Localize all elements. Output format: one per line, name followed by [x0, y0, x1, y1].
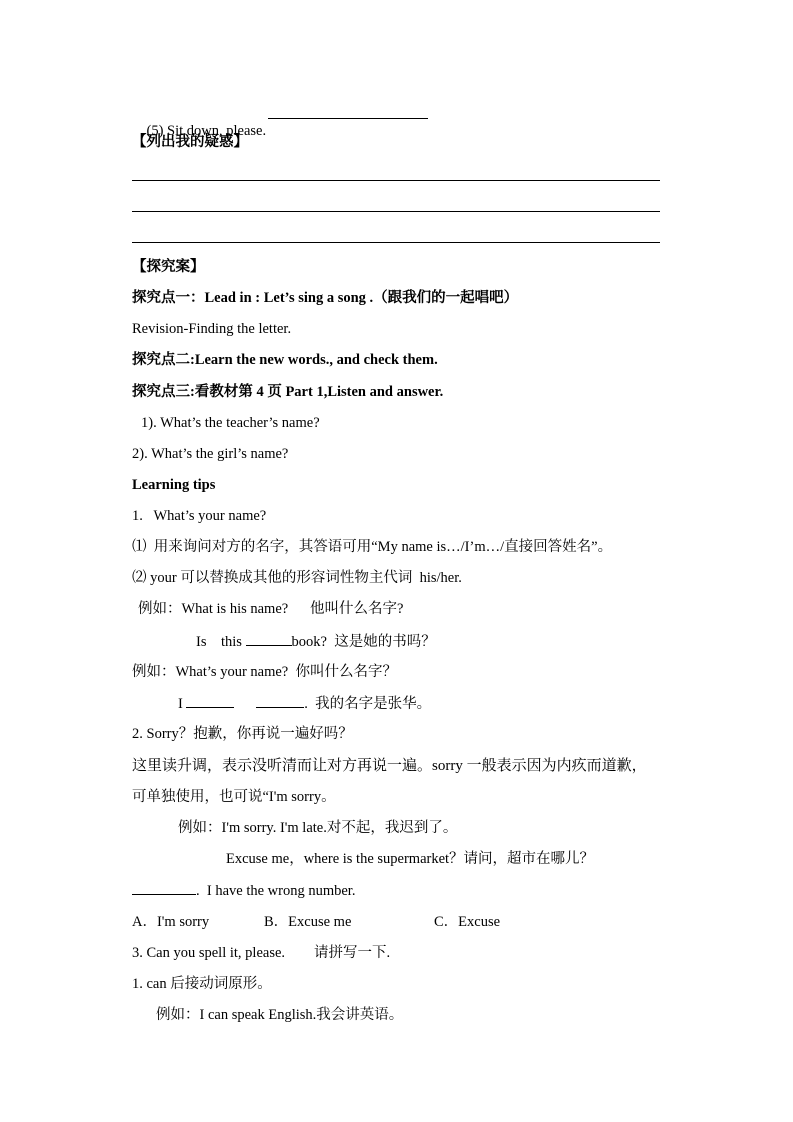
- question-2: 2). What’s the girl’s name?: [132, 446, 289, 462]
- doubts-heading: 【列出我的疑惑】: [132, 134, 248, 150]
- revision-line: Revision-Finding the letter.: [132, 321, 292, 337]
- question-1: 1). What’s the teacher’s name?: [141, 415, 320, 431]
- explore-point-2: 探究点二:Learn the new words., and check them.: [132, 352, 438, 368]
- exercise-fill-text: . I have the wrong number.: [196, 883, 356, 899]
- doubts-rule-3: [132, 242, 660, 243]
- example-your-name: 例如：What’s your name? 你叫什么名字？: [132, 664, 397, 680]
- fill-blank: [186, 693, 234, 708]
- example-i-end-text: . 我的名字是张华。: [304, 696, 432, 712]
- option-c: C．Excuse: [434, 914, 501, 930]
- example-is-this-line: [196, 631, 436, 652]
- learning-tips-heading: Learning tips: [132, 477, 216, 493]
- exercise-fill-line: [132, 880, 355, 901]
- example-book-text: book? 这是她的书吗？: [291, 634, 436, 650]
- tip-3: 3. Can you spell it, please. 请拼写一下.: [132, 945, 391, 961]
- explore-heading: 【探究案】: [132, 259, 205, 275]
- example-i-line: [178, 693, 431, 714]
- doubts-rule-1: [132, 180, 660, 181]
- fill-blank: [246, 631, 292, 646]
- doubts-rule-2: [132, 211, 660, 212]
- example-is-this-text: Is this: [196, 634, 246, 650]
- tip-3-rule: 1. can 后接动词原形。: [132, 976, 272, 992]
- sit-down-text: (5) Sit down, please.: [146, 123, 267, 139]
- example-sorry: 例如：I'm sorry. I'm late.对不起，我迟到了。: [178, 820, 458, 836]
- explore-point-3: 探究点三:看教材第 4 页 Part 1,Listen and answer.: [132, 384, 444, 400]
- example-his-name: 例如：What is his name? 他叫什么名字?: [138, 601, 404, 617]
- sit-down-blank: [268, 118, 428, 119]
- sit-down-line: [132, 101, 266, 161]
- fill-blank: [132, 880, 196, 895]
- example-i-text: I: [178, 696, 187, 712]
- tip-2-explanation: 这里读升调，表示没听清而让对方再说一遍。sorry 一般表示因为内疚而道歉，: [132, 758, 647, 774]
- tip-2: 2. Sorry？抱歉，你再说一遍好吗？: [132, 726, 353, 742]
- option-b: B．Excuse me: [264, 914, 352, 930]
- tip-1: 1. What’s your name?: [132, 508, 267, 524]
- explore-point-1: 探究点一：Lead in : Let’s sing a song .（跟我们的一起唱吧）: [132, 290, 519, 306]
- tip-1-usage: ⑴ 用来询问对方的名字，其答语可用“My name is…/I’m…/直接回答姓名”。: [132, 539, 613, 555]
- example-excuse-me: Excuse me，where is the supermarket？请问，超市在哪儿？: [226, 851, 595, 867]
- example-can-speak: 例如：I can speak English.我会讲英语。: [156, 1007, 404, 1023]
- fill-blank: [256, 693, 304, 708]
- tip-1-replace: ⑵ your 可以替换成其他的形容词性物主代词 his/her.: [132, 570, 462, 586]
- option-a: A．I'm sorry: [132, 914, 210, 930]
- tip-2-usage: 可单独使用，也可说“I'm sorry。: [132, 789, 336, 805]
